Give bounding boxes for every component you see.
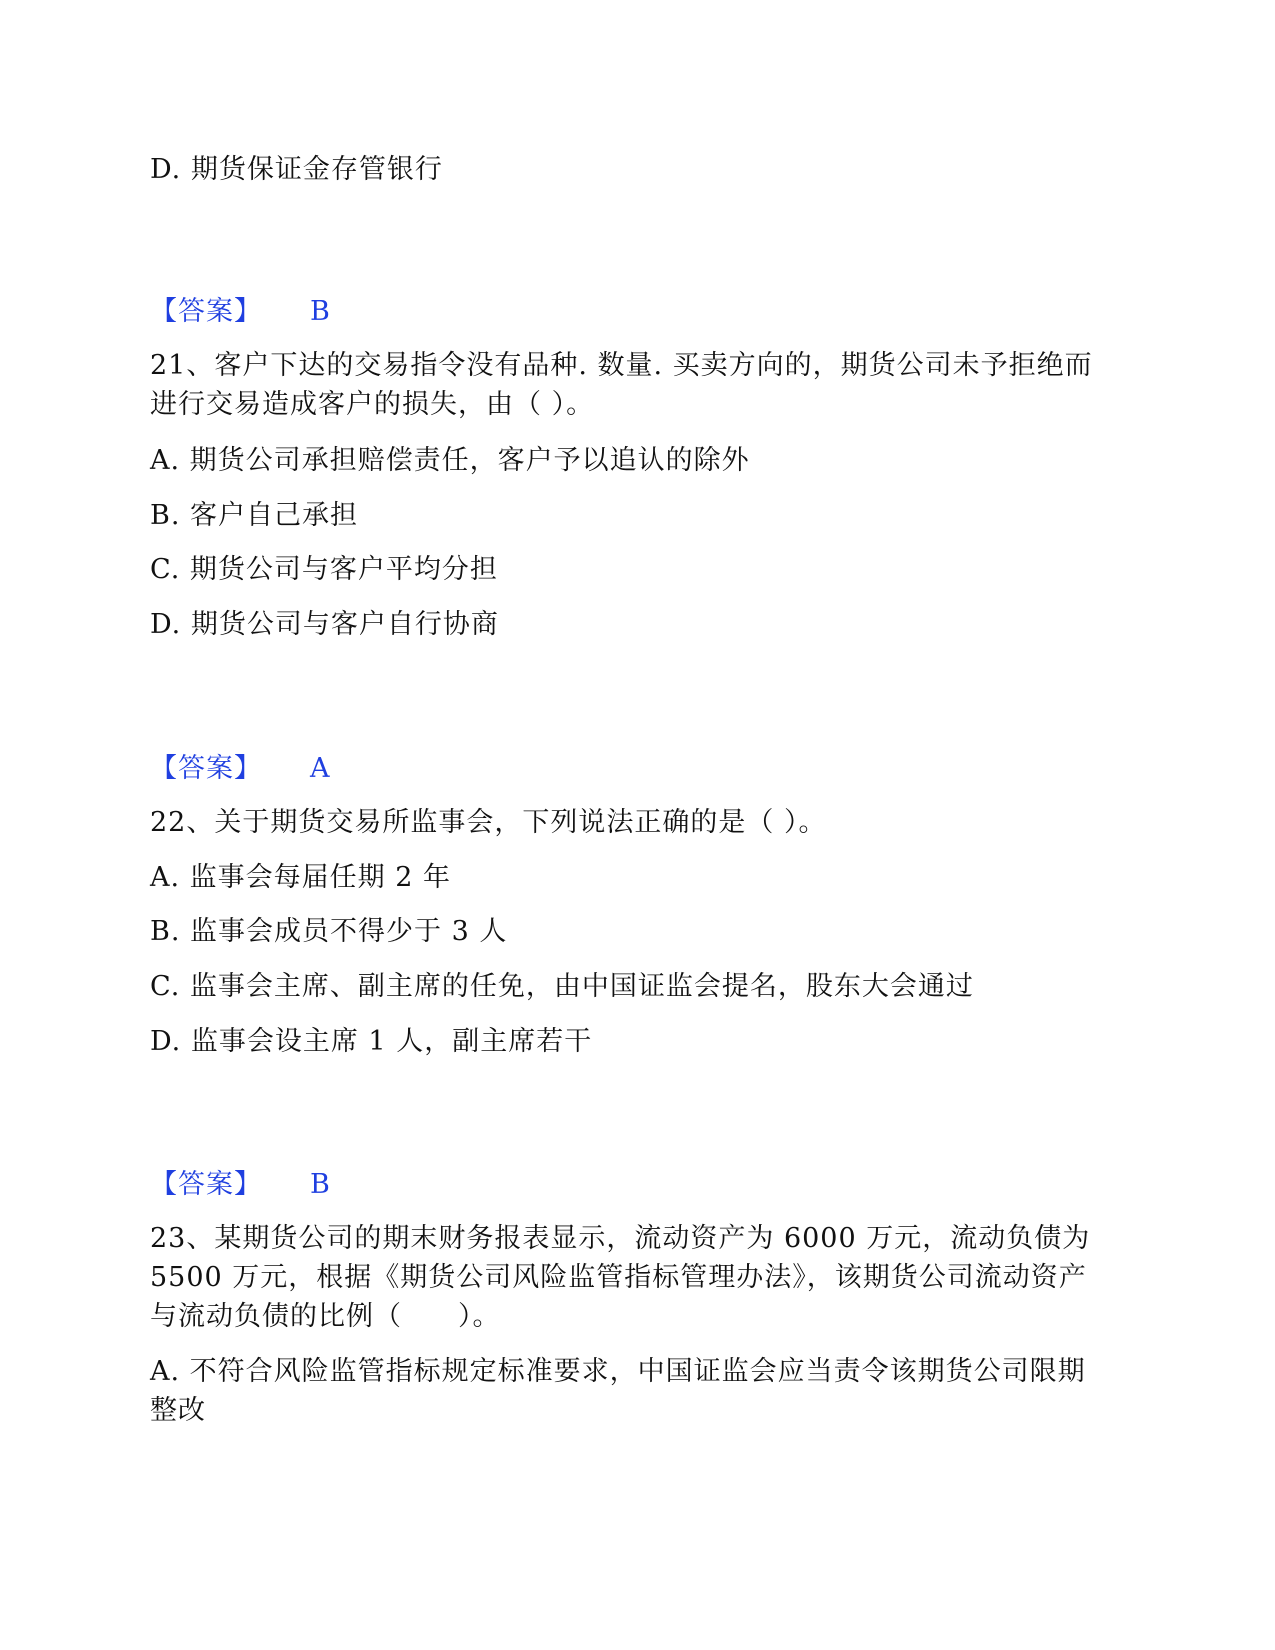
q21-option-b: B. 客户自己承担 [150,500,359,531]
q20-answer [150,292,331,332]
q21-stem-line-2: 进行交易造成客户的损失，由（ ）。 [150,389,595,420]
q22-answer [150,1165,331,1205]
answer-value: A [310,753,331,784]
q21-answer [150,749,331,789]
q22-option-c: C. 监事会主席、副主席的任免，由中国证监会提名，股东大会通过 [150,971,974,1002]
q21-option-d: D. 期货公司与客户自行协商 [150,609,499,640]
answer-label: 【答案】 [150,296,262,327]
answer-label: 【答案】 [150,753,262,784]
answer-value: B [310,1169,331,1200]
q23-option-a-line-2: 整改 [150,1395,206,1426]
q21-stem-line-1: 21、客户下达的交易指令没有品种. 数量. 买卖方向的，期货公司未予拒绝而 [150,350,1093,381]
answer-label: 【答案】 [150,1169,262,1200]
q23-stem-line-1: 23、某期货公司的期末财务报表显示，流动资产为 6000 万元，流动负债为 [150,1223,1091,1254]
q23-stem-line-3: 与流动负债的比例（ ）。 [150,1301,501,1332]
q23-option-a-line-1: A. 不符合风险监管指标规定标准要求，中国证监会应当责令该期货公司限期 [150,1356,1086,1387]
q23-stem-line-2: 5500 万元，根据《期货公司风险监管指标管理办法》，该期货公司流动资产 [150,1262,1087,1293]
q20-option-d: D. 期货保证金存管银行 [150,154,443,185]
answer-value: B [310,296,331,327]
q22-option-d: D. 监事会设主席 1 人，副主席若干 [150,1026,593,1057]
q22-stem-line-1: 22、关于期货交易所监事会，下列说法正确的是（ ）。 [150,807,827,838]
q22-option-b: B. 监事会成员不得少于 3 人 [150,916,508,947]
q22-option-a: A. 监事会每届任期 2 年 [150,862,452,893]
q21-option-c: C. 期货公司与客户平均分担 [150,554,498,585]
q21-option-a: A. 期货公司承担赔偿责任，客户予以追认的除外 [150,445,750,476]
